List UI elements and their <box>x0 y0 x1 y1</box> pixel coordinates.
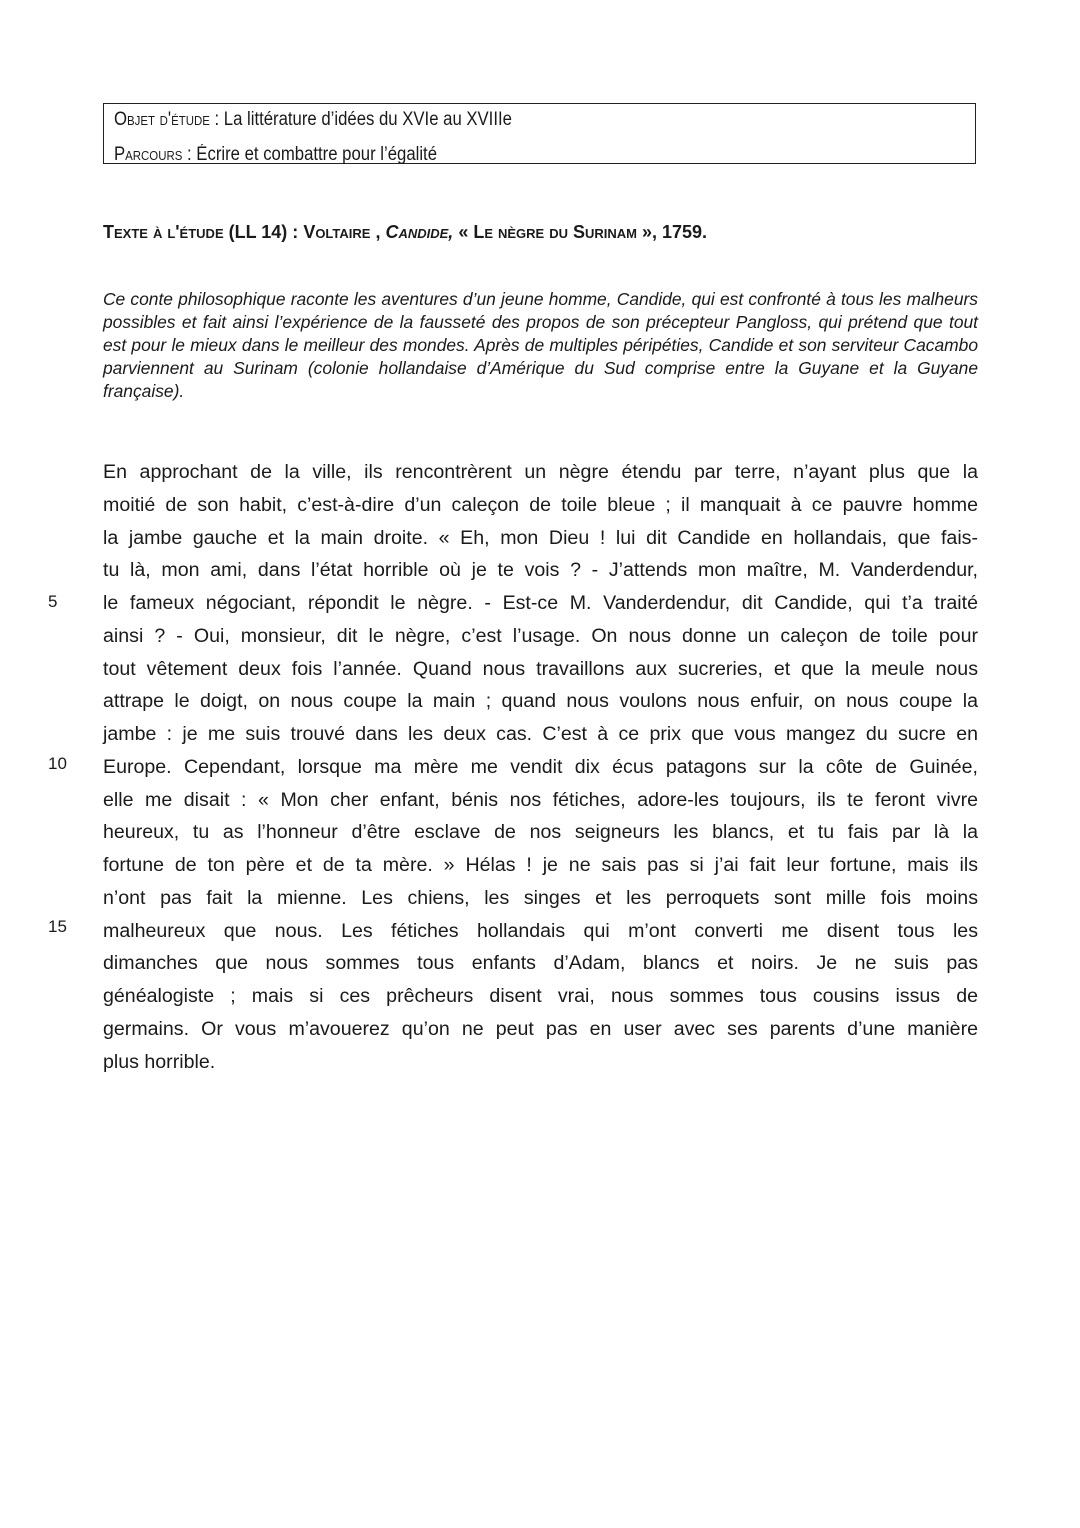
line-number: 15 <box>48 917 67 936</box>
text-line: malheureux que nous. Les fétiches hollandais qui m’ont converti me disent tous les <box>103 919 978 942</box>
object-label: Objet d'étude <box>114 109 210 130</box>
text-line: heureux, tu as l’honneur d’être esclave de nos seigneurs les blancs, et tu fais par là la <box>103 821 978 844</box>
text-line: généalogiste ; mais si ces prêcheurs disent vrai, nous sommes tous cousins issus de <box>103 985 978 1007</box>
study-header-box <box>103 103 976 164</box>
object-of-study-line <box>114 109 512 131</box>
text-line: attrape le doigt, on nous coupe la main ; quand nous voulons nous enfuir, on nous coupe la <box>103 690 978 713</box>
text-line: n’ont pas fait la mienne. Les chiens, les singes et les perroquets sont mille fois moins <box>103 886 978 909</box>
text-line: la jambe gauche et la main droite. « Eh, mon Dieu ! lui dit Candide en hollandais, que fais- <box>103 526 978 549</box>
text-line: Europe. Cependant, lorsque ma mère me vendit dix écus patagons sur la côte de Guinée, <box>103 755 978 778</box>
text-line: jambe : je me suis trouvé dans les deux cas. C’est à ce prix que vous mangez du sucre en <box>103 723 978 745</box>
study-text <box>103 456 978 1078</box>
parcours-label: Parcours <box>114 144 183 165</box>
object-text: : La littérature d’idées du XVIe au XVIIIe <box>209 109 512 130</box>
intro-paragraph: Ce conte philosophique raconte les aventures d’un jeune homme, Candide, qui est confronté à tous les malheurs possibles et fait ainsi l’expérience de la fausseté des propos de son précepteur Pangloss, qui prétend que tout est pour le mieux dans le meilleur des mondes. Après de multiples péripéties, Candide et son serviteur Cacambo parviennent au Surinam (colonie hollandaise d’Amérique du Sud comprise entre la Guyane et la Guyane française). <box>103 289 978 401</box>
parcours-text: : Écrire et combattre pour l’égalité <box>182 144 438 165</box>
text-line: dimanches que nous sommes tous enfants d’Adam, blancs et noirs. Je ne suis pas <box>103 952 978 975</box>
page-title <box>103 221 983 243</box>
title-extract: « Le nègre du Surinam », 1759. <box>453 222 708 242</box>
text-line: ainsi ? - Oui, monsieur, dit le nègre, c’est l’usage. On nous donne un caleçon de toile pour <box>103 624 978 647</box>
text-line: tu là, mon ami, dans l’état horrible où je te vois ? - J’attends mon maître, M. Vanderdendur, <box>103 559 978 582</box>
line-number: 10 <box>48 754 67 773</box>
title-work: Candide, <box>385 222 454 242</box>
text-line: fortune de ton père et de ta mère. » Hélas ! je ne sais pas si j’ai fait leur fortune, mais ils <box>103 854 978 876</box>
line-number: 5 <box>48 592 58 611</box>
text-line: En approchant de la ville, ils rencontrèrent un nègre étendu par terre, n’ayant plus que la <box>103 461 978 483</box>
text-line: germains. Or vous m’avouerez qu’on ne peut pas en user avec ses parents d’une manière <box>103 1017 978 1040</box>
text-line: tout vêtement deux fois l’année. Quand nous travaillons aux sucreries, et que la meule nous <box>103 657 978 680</box>
title-author: Voltaire <box>303 222 371 242</box>
title-ref: (LL 14) : <box>223 222 304 242</box>
title-sep: , <box>370 222 386 242</box>
title-prefix: Texte à l'étude <box>103 222 224 242</box>
parcours-line <box>114 144 437 166</box>
text-line: moitié de son habit, c’est-à-dire d’un caleçon de toile bleue ; il manquait à ce pauvre homme <box>103 493 978 516</box>
text-line: plus horrible. <box>103 1050 216 1073</box>
text-line: le fameux négociant, répondit le nègre. - Est-ce M. Vanderdendur, dit Candide, qui t’a traité <box>103 592 978 614</box>
text-line: elle me disait : « Mon cher enfant, bénis nos fétiches, adore-les toujours, ils te feront vivre <box>103 788 978 811</box>
